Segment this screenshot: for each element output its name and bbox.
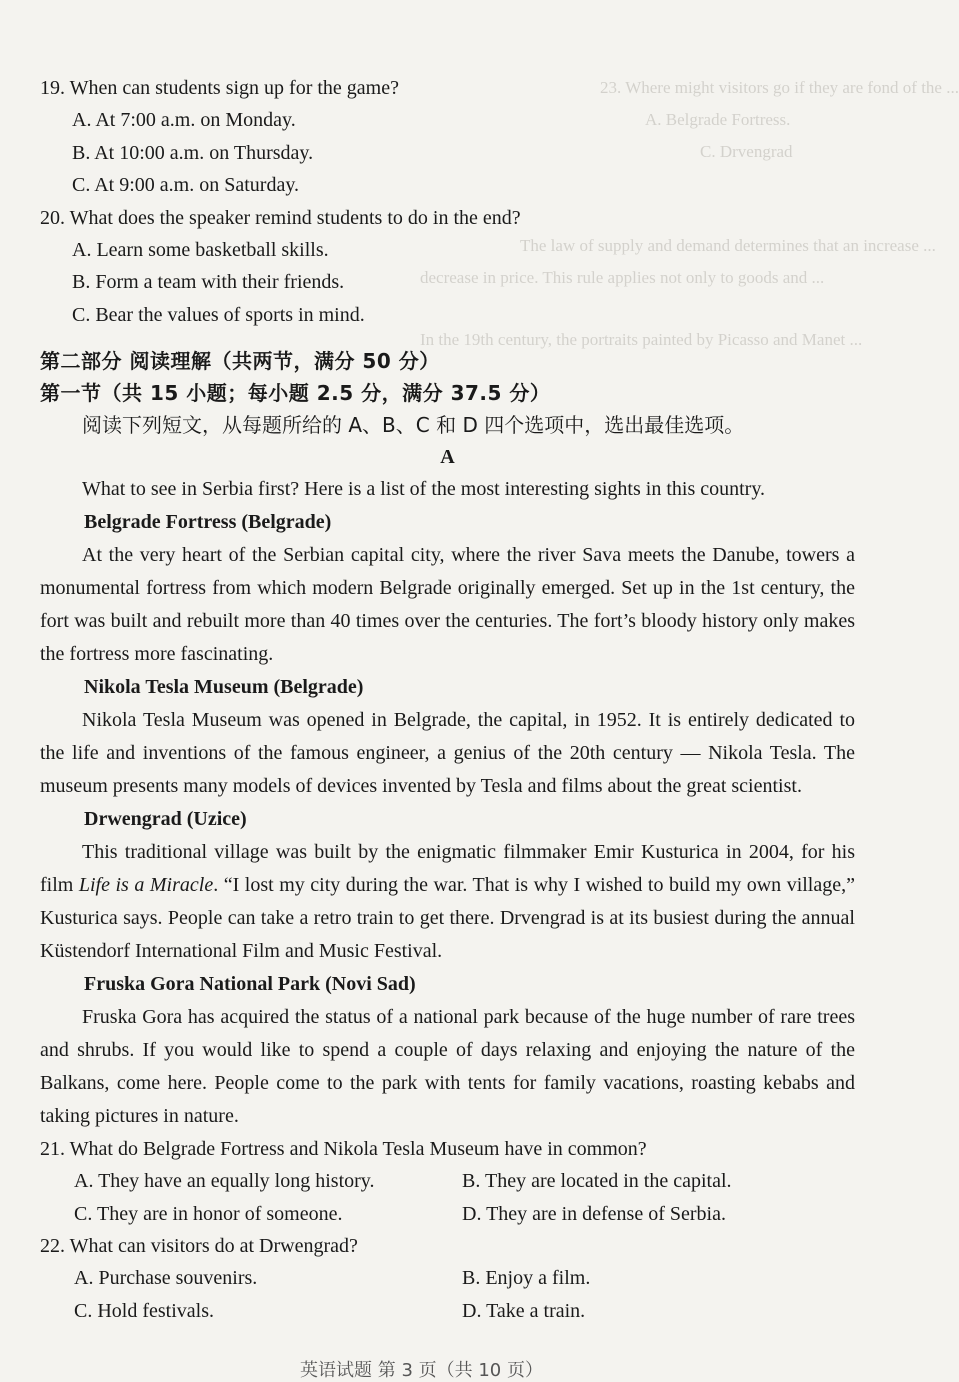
question-22-stem: 22. What can visitors do at Drwengrad? [40, 1235, 358, 1257]
film-title: Life is a Miracle [78, 874, 214, 896]
sight-paragraph-drwengrad [40, 836, 855, 968]
reading-instruction: 阅读下列短文，从每题所给的 A、B、C 和 D 四个选项中，选出最佳选项。 [82, 413, 745, 437]
passage-intro: What to see in Serbia first? Here is a list of the most interesting sights in this country. [82, 478, 766, 500]
question-20-stem: 20. What does the speaker remind students to do in the end? [40, 206, 521, 229]
drwengrad-text-start: This traditional village was built by the enigmatic filmmaker Emir Kusturica in 2004, for his film [40, 841, 855, 896]
question-21-option-c: C. They are in honor of someone. [74, 1202, 343, 1225]
bleed-text: A. Belgrade Fortress. [645, 110, 791, 129]
drwengrad-text-end: . “I lost my city during the war. That is why I wished to build my own village,” Kusturica says. People can take a retro train to get there. Drvengrad is at its busiest during the annual Küstendorf International Film and Music Festival. [40, 874, 855, 962]
sight-heading-belgrade-fortress: Belgrade Fortress (Belgrade) [84, 511, 332, 533]
question-20-option-c: C. Bear the values of sports in mind. [72, 303, 365, 326]
section-1-title: 第一节（共 15 小题；每小题 2.5 分，满分 37.5 分） [40, 381, 551, 405]
bleed-text: decrease in price. This rule applies not only to goods and ... [420, 268, 825, 287]
bleed-text: In the 19th century, the portraits painted by Picasso and Manet ... [420, 330, 863, 349]
question-19-option-b: B. At 10:00 a.m. on Thursday. [72, 141, 314, 164]
sight-paragraph-fruska-gora: Fruska Gora has acquired the status of a national park because of the huge number of rare trees and shrubs. If you would like to spend a couple of days relaxing and enjoying the nature of the Balkans, come here. People come to the park with tents for family vacations, roasting kebabs and taking pictures in nature. [40, 1006, 855, 1127]
question-21-option-b: B. They are located in the capital. [462, 1170, 732, 1192]
sight-paragraph-tesla-museum: Nikola Tesla Museum was opened in Belgrade, the capital, in 1952. It is entirely dedicated to the life and inventions of the famous engineer, a genius of the 20th century — Nikola Tesla. The museum presents many models of devices invented by Tesla and films about the great scientist. [40, 709, 855, 797]
bleed-text: C. Drvengrad [700, 142, 793, 161]
passage-letter: A [440, 446, 455, 468]
question-22-options-row-2 [40, 1295, 855, 1328]
sight-heading-fruska-gora: Fruska Gora National Park (Novi Sad) [84, 973, 416, 995]
question-21-options-row-2 [40, 1198, 855, 1231]
question-20-option-a: A. Learn some basketball skills. [72, 238, 329, 261]
sight-paragraph-belgrade-fortress: At the very heart of the Serbian capital city, where the river Sava meets the Danube, towers a monumental fortress from which modern Belgrade originally emerged. Set up in the 1st century, the fort was built and rebuilt more than 40 times over the centuries. The fort’s bloody history only makes the fortress more fascinating. [40, 544, 855, 665]
question-21-option-d: D. They are in defense of Serbia. [462, 1202, 726, 1225]
question-19-option-a: A. At 7:00 a.m. on Monday. [72, 109, 296, 131]
bleed-text: 23. Where might visitors go if they are fond of the ... [600, 78, 959, 97]
question-21-options-row-1 [40, 1165, 855, 1198]
question-21-stem: 21. What do Belgrade Fortress and Nikola Tesla Museum have in common? [40, 1138, 647, 1160]
question-22-option-b: B. Enjoy a film. [462, 1267, 591, 1289]
question-19-stem: 19. When can students sign up for the game? [40, 77, 399, 99]
bleed-text: The law of supply and demand determines that an increase ... [520, 236, 936, 255]
sight-heading-drwengrad: Drwengrad (Uzice) [84, 808, 247, 830]
question-22-option-d: D. Take a train. [462, 1299, 586, 1322]
question-19-option-c: C. At 9:00 a.m. on Saturday. [72, 174, 300, 196]
question-22-option-a: A. Purchase souvenirs. [74, 1267, 258, 1289]
question-22-options-row-1 [40, 1262, 855, 1295]
question-22-option-c: C. Hold festivals. [74, 1299, 214, 1322]
exam-content [40, 72, 855, 1327]
page-footer: 英语试题 第 3 页（共 10 页） [300, 1360, 543, 1381]
question-21-option-a: A. They have an equally long history. [74, 1170, 375, 1192]
question-20-option-b: B. Form a team with their friends. [72, 271, 345, 293]
part-2-title: 第二部分 阅读理解（共两节，满分 50 分） [40, 349, 440, 373]
sight-heading-tesla-museum: Nikola Tesla Museum (Belgrade) [84, 676, 364, 698]
